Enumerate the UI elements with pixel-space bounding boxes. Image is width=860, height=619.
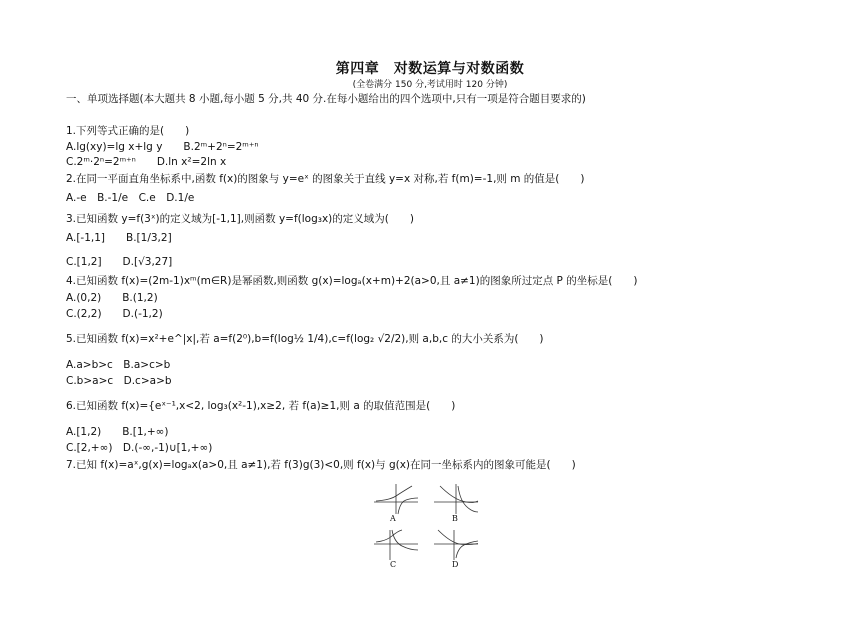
graph-a bbox=[372, 482, 420, 524]
question-5-options-ab: A.a>b>c B.a>c>b bbox=[66, 359, 171, 371]
question-1-options-cd: C.2ᵐ·2ⁿ=2ᵐ⁺ⁿ D.ln x²=2ln x bbox=[66, 156, 227, 168]
question-2-stem: 2.在同一平面直角坐标系中,函数 f(x)的图象与 y=eˣ 的图象关于直线 y=x 对称,若 f(m)=-1,则 m 的值是( ) bbox=[66, 173, 585, 185]
question-6-options-cd: C.[2,+∞) D.(-∞,-1)∪[1,+∞) bbox=[66, 442, 213, 454]
graph-c-label: C bbox=[390, 560, 397, 569]
page-subtitle: (全卷满分 150 分,考试用时 120 分钟) bbox=[352, 80, 508, 90]
question-3-options-ab: A.[-1,1] B.[1/3,2] bbox=[66, 232, 172, 244]
question-2-options: A.-e B.-1/e C.e D.1/e bbox=[66, 192, 195, 204]
question-4-options-ab: A.(0,2) B.(1,2) bbox=[66, 292, 158, 304]
section-heading: 一、单项选择题(本大题共 8 小题,每小题 5 分,共 40 分.在每小题给出的四个选项中,只有一项是符合题目要求的) bbox=[66, 93, 586, 105]
question-6-options-ab: A.[1,2) B.[1,+∞) bbox=[66, 426, 169, 438]
question-7-stem: 7.已知 f(x)=aˣ,g(x)=logₐx(a>0,且 a≠1),若 f(3)g(3)<0,则 f(x)与 g(x)在同一坐标系内的图象可能是( ) bbox=[66, 459, 576, 471]
question-4-options-cd: C.(2,2) D.(-1,2) bbox=[66, 308, 163, 320]
question-3-stem: 3.已知函数 y=f(3ˣ)的定义域为[-1,1],则函数 y=f(log₃x)的定义域为( ) bbox=[66, 213, 414, 225]
page-title: 第四章 对数运算与对数函数 bbox=[335, 61, 525, 77]
question-7-graph-options bbox=[372, 482, 482, 572]
graph-b-label: B bbox=[452, 514, 458, 523]
question-5-options-cd: C.b>a>c D.c>a>b bbox=[66, 375, 172, 387]
question-3-options-cd: C.[1,2] D.[√3,27] bbox=[66, 256, 173, 268]
question-5-stem: 5.已知函数 f(x)=x²+e^|x|,若 a=f(2⁰),b=f(log½ 1/4),c=f(log₂ √2/2),则 a,b,c 的大小关系为( ) bbox=[66, 333, 544, 345]
question-1-options-ab: A.lg(xy)=lg x+lg y B.2ᵐ+2ⁿ=2ᵐ⁺ⁿ bbox=[66, 141, 259, 153]
graph-d-label: D bbox=[452, 560, 459, 569]
question-4-stem: 4.已知函数 f(x)=(2m-1)xᵐ(m∈R)是幂函数,则函数 g(x)=logₐ(x+m)+2(a>0,且 a≠1)的图象所过定点 P 的坐标是( ) bbox=[66, 275, 638, 287]
graph-a-label: A bbox=[390, 514, 396, 523]
question-1-stem: 1.下列等式正确的是( ) bbox=[66, 125, 190, 137]
question-6-stem: 6.已知函数 f(x)={eˣ⁻¹,x<2, log₃(x²-1),x≥2, 若 f(a)≥1,则 a 的取值范围是( ) bbox=[66, 400, 456, 412]
